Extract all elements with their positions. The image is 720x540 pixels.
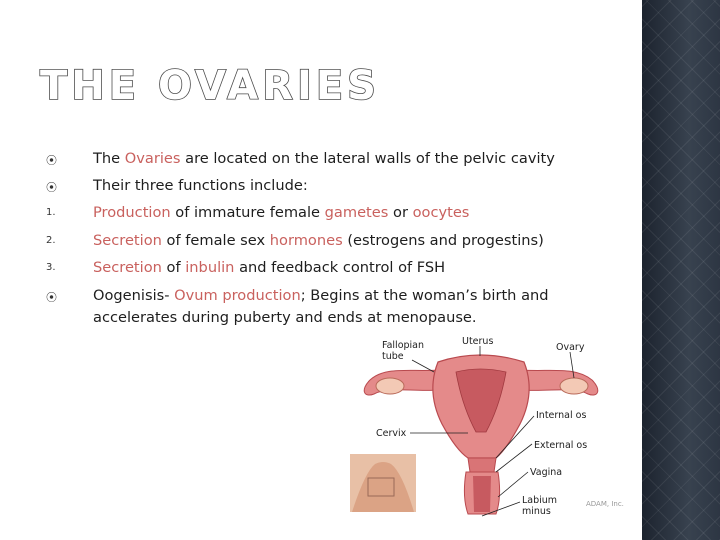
side-decoration-band (642, 0, 720, 540)
text-segment: are located on the lateral walls of the pelvic cavity (180, 150, 555, 167)
highlighted-term: Ovaries (124, 150, 181, 167)
text-segment: (estrogens and progestins) (342, 232, 544, 249)
bullet-text (93, 175, 625, 197)
anatomy-illustration (330, 332, 635, 524)
leader-line (498, 472, 528, 497)
bullet-text (93, 148, 625, 170)
slide-title: THE OVARIES (40, 63, 380, 109)
label-tube: tube (382, 351, 404, 362)
label-internal-os: Internal os (536, 410, 587, 421)
text-segment: of (161, 259, 186, 276)
highlighted-term: Secretion (93, 232, 162, 249)
text-segment: ; Begins at the woman’s birth and accelerates during puberty and ends at menopause. (93, 287, 549, 326)
highlighted-term: gametes (324, 204, 389, 221)
left-ovary (376, 378, 404, 394)
bullet-icon: ⦿ (46, 154, 57, 167)
highlighted-term: hormones (269, 232, 343, 249)
highlighted-term: oocytes (412, 204, 470, 221)
highlighted-term: Ovum production (174, 287, 301, 304)
label-fallopian: Fallopian (382, 340, 425, 351)
image-credit: ADAM, Inc. (586, 500, 624, 508)
label-uterus: Uterus (462, 336, 494, 347)
right-ovary (560, 378, 588, 394)
item-number: 3. (46, 262, 56, 273)
label-minus: minus (522, 506, 551, 517)
vaginal-canal (473, 476, 491, 512)
highlighted-term: inbulin (185, 259, 235, 276)
bullet-icon: ⦿ (46, 291, 57, 304)
label-external-os: External os (534, 440, 588, 451)
text-segment: Oogenisis- (93, 287, 175, 304)
label-labium: Labium (522, 495, 558, 506)
cervix (468, 458, 496, 472)
label-cervix: Cervix (376, 428, 407, 439)
numbered-text (93, 230, 625, 252)
label-vagina: Vagina (530, 467, 563, 478)
item-number: 2. (46, 235, 56, 246)
text-segment: The (93, 150, 125, 167)
text-segment: and feedback control of FSH (234, 259, 446, 276)
bullet-text (93, 285, 625, 329)
uterus-anatomy-diagram (330, 332, 635, 524)
text-segment: Their three functions include: (93, 177, 308, 194)
label-ovary: Ovary (556, 342, 585, 353)
highlighted-term: Production (93, 204, 171, 221)
bullet-icon: ⦿ (46, 181, 57, 194)
highlighted-term: Secretion (93, 259, 162, 276)
text-segment: of female sex (161, 232, 270, 249)
item-number: 1. (46, 207, 56, 218)
text-segment: of immature female (170, 204, 325, 221)
numbered-text (93, 257, 625, 279)
numbered-text (93, 202, 625, 224)
text-segment: or (388, 204, 413, 221)
